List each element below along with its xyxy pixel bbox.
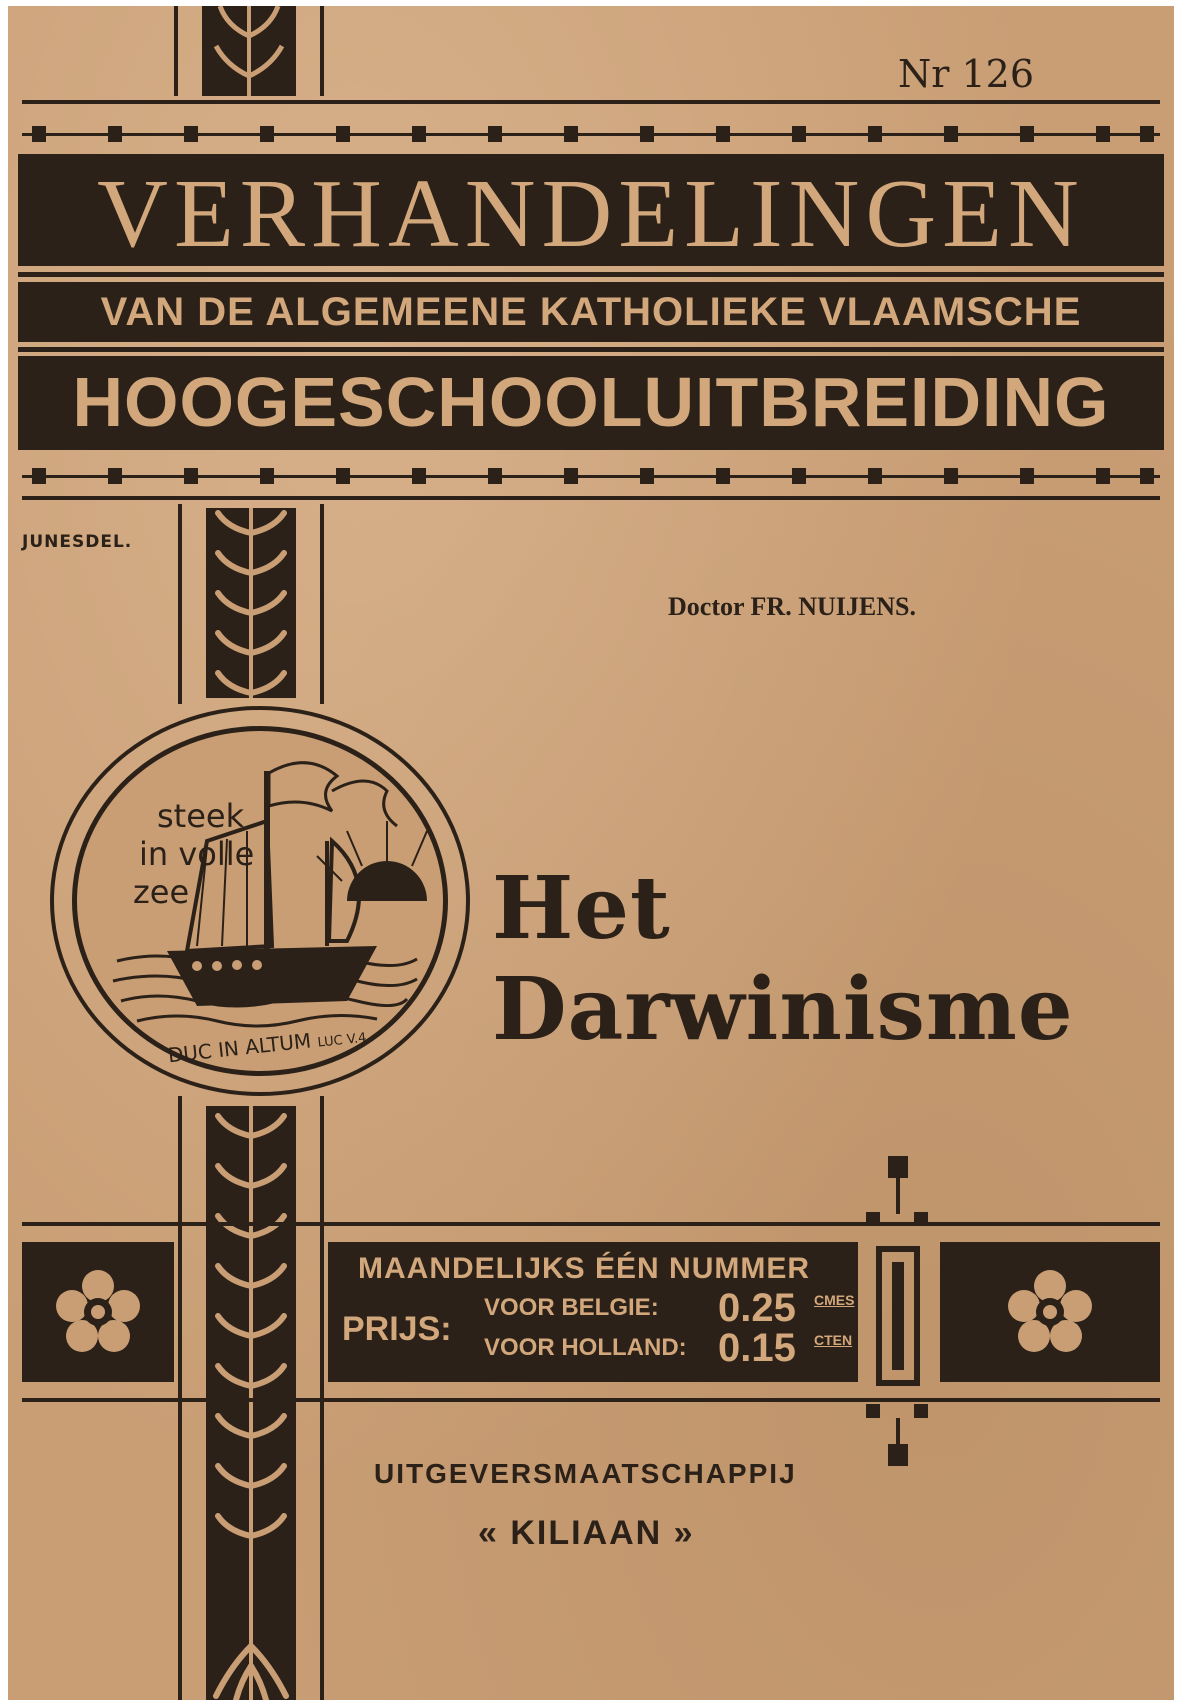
title-band-2 <box>18 356 1164 450</box>
holland-unit: CTEN <box>814 1332 853 1348</box>
rose-block-left <box>22 1242 174 1382</box>
belgium-label: VOOR BELGIE: <box>484 1294 659 1321</box>
chain-ornament-top <box>22 124 1160 144</box>
bracket-ornament <box>866 1156 936 1466</box>
leaf-ornament-upper <box>206 508 296 698</box>
price-label: PRIJS: <box>342 1310 452 1348</box>
emblem-reference: LUC V.4 <box>316 1030 368 1051</box>
author: Doctor FR. NUIJENS. <box>668 592 916 621</box>
emblem-motto-line2: in volle <box>139 835 255 873</box>
belgium-price: 0.25 <box>718 1286 796 1330</box>
ship-icon <box>77 731 443 1071</box>
rose-block-right <box>940 1242 1160 1382</box>
subtitle-rule-top <box>18 272 1164 277</box>
column-frame-upper <box>178 504 324 704</box>
price-panel <box>328 1242 858 1382</box>
book-cover <box>8 6 1174 1700</box>
price-frequency: MAANDELIJKS ÉÉN NUMMER <box>358 1252 811 1285</box>
top-rule <box>22 100 1160 104</box>
issue-number: Nr 126 <box>898 52 1035 96</box>
title-band <box>18 154 1164 266</box>
publisher-line2: « KILIAAN » <box>478 1514 695 1552</box>
emblem-motto-line1: steek <box>157 797 245 835</box>
emblem-medallion <box>50 706 470 1096</box>
publisher-line1: UITGEVERSMAATSCHAPPIJ <box>374 1458 797 1489</box>
subtitle-band <box>18 282 1164 342</box>
series-subtitle: VAN DE ALGEMEENE KATHOLIEKE VLAAMSCHE <box>100 290 1082 334</box>
emblem-inner-ring <box>72 726 448 1076</box>
emblem-motto-line3: zee <box>133 873 190 911</box>
top-column-frame <box>174 6 324 96</box>
chain-ornament-bottom <box>22 466 1160 486</box>
subtitle-rule-bottom <box>18 347 1164 352</box>
emblem-scroll-text: DUC IN ALTUM <box>166 1028 313 1068</box>
holland-label: VOOR HOLLAND: <box>484 1334 687 1361</box>
belgium-unit: CMES <box>814 1292 855 1308</box>
header-bottom-rule <box>22 496 1160 500</box>
rose-icon <box>50 1264 146 1360</box>
rose-icon <box>1002 1264 1098 1360</box>
holland-price: 0.15 <box>718 1326 796 1370</box>
artist-signature: JUNESDEL. <box>22 532 133 552</box>
price-rule-bottom <box>22 1398 1160 1402</box>
book-title: Het Darwinisme <box>492 858 1074 1060</box>
price-rule-top <box>22 1222 1160 1226</box>
leaf-ornament-lower <box>206 1106 296 1700</box>
leaf-ornament-top <box>202 6 296 96</box>
series-title-2: HOOGESCHOOLUITBREIDING <box>72 363 1110 441</box>
series-title: VERHANDELINGEN <box>97 160 1085 268</box>
